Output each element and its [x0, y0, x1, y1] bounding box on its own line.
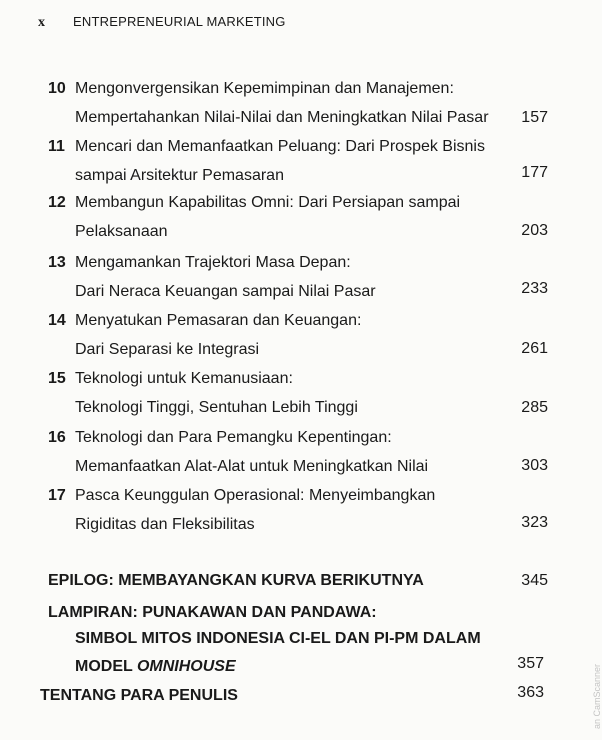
lampiran-title-line3: MODEL OMNIHOUSE: [75, 658, 236, 675]
chapter-number: 11: [48, 138, 65, 155]
lampiran-title-line1: LAMPIRAN: PUNAKAWAN DAN PANDAWA:: [48, 604, 377, 621]
chapter-title-line2: Teknologi Tinggi, Sentuhan Lebih Tinggi: [75, 399, 358, 416]
chapter-title-line1: Teknologi dan Para Pemangku Kepentingan:: [75, 429, 392, 446]
penulis-page: 363: [517, 684, 544, 701]
chapter-page: 233: [521, 280, 548, 297]
chapter-title-line1: Mengonvergensikan Kepemimpinan dan Manajemen:: [75, 80, 454, 97]
chapter-title-line2: Rigiditas dan Fleksibilitas: [75, 516, 255, 533]
penulis-title: TENTANG PARA PENULIS: [40, 687, 238, 704]
chapter-number: 16: [48, 429, 66, 446]
page-numeral: x: [38, 15, 46, 30]
chapter-title-line1: Mencari dan Memanfaatkan Peluang: Dari Prospek Bisnis: [75, 138, 485, 155]
lampiran-title-line2: SIMBOL MITOS INDONESIA CI-EL DAN PI-PM DALAM: [75, 630, 481, 647]
chapter-title-line2: sampai Arsitektur Pemasaran: [75, 167, 284, 184]
chapter-page: 303: [521, 457, 548, 474]
chapter-page: 177: [521, 164, 548, 181]
chapter-page: 203: [521, 222, 548, 239]
chapter-number: 14: [48, 312, 66, 329]
chapter-number: 17: [48, 487, 66, 504]
chapter-number: 15: [48, 370, 66, 387]
chapter-page: 285: [521, 399, 548, 416]
book-title: ENTREPRENEURIAL MARKETING: [73, 14, 286, 29]
chapter-number: 12: [48, 194, 66, 211]
chapter-title-line2: Pelaksanaan: [75, 223, 168, 240]
model-name: OMNIHOUSE: [136, 658, 236, 675]
lampiran-page: 357: [517, 655, 544, 672]
chapter-number: 10: [48, 80, 66, 97]
chapter-title-line1: Teknologi untuk Kemanusiaan:: [75, 370, 293, 387]
epilog-page: 345: [521, 572, 548, 589]
chapter-title-line1: Membangun Kapabilitas Omni: Dari Persiapan sampai: [75, 194, 461, 211]
scanner-watermark: an CamScanner: [592, 664, 602, 730]
chapter-title-line2: Dari Separasi ke Integrasi: [75, 341, 260, 358]
chapter-title-line2: Memanfaatkan Alat-Alat untuk Meningkatkan Nilai: [75, 458, 429, 475]
chapter-page: 323: [521, 514, 548, 531]
chapter-number: 13: [48, 254, 66, 271]
chapter-title-line2: Mempertahankan Nilai-Nilai dan Meningkatkan Nilai Pasar: [75, 109, 489, 126]
chapter-title-line2: Dari Neraca Keuangan sampai Nilai Pasar: [75, 283, 376, 300]
epilog-title: EPILOG: MEMBAYANGKAN KURVA BERIKUTNYA: [48, 572, 424, 589]
chapter-title-line1: Mengamankan Trajektori Masa Depan:: [75, 254, 351, 271]
running-header: [38, 14, 286, 31]
chapter-title-line1: Pasca Keunggulan Operasional: Menyeimbangkan: [75, 487, 436, 504]
chapter-page: 261: [521, 340, 548, 357]
chapter-title-line1: Menyatukan Pemasaran dan Keuangan:: [75, 312, 362, 329]
chapter-page: 157: [521, 109, 548, 126]
